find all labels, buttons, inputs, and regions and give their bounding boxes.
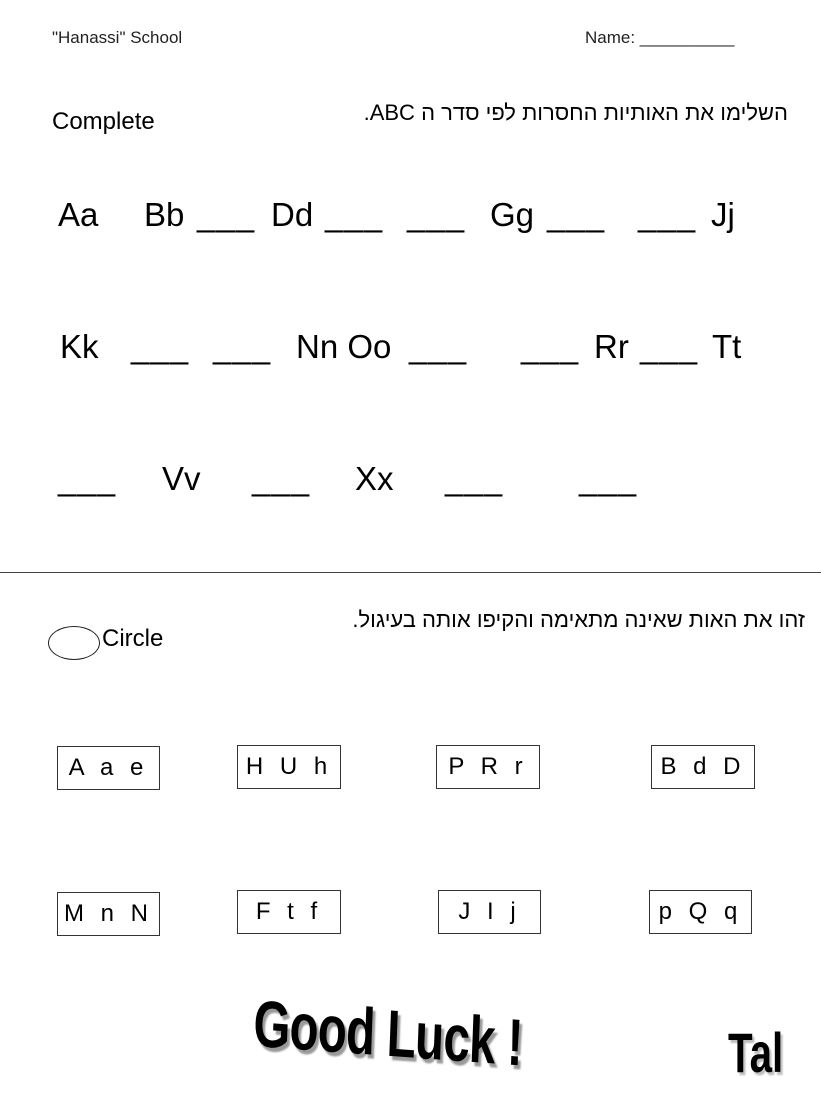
blank-line: ___	[409, 328, 468, 365]
blank-line: ___	[407, 196, 466, 233]
letter-cell: Vv	[162, 460, 201, 497]
good-luck-text: Good Luck !	[252, 985, 524, 1080]
signature-text: Tal	[728, 1021, 784, 1084]
letter-cell: Kk	[60, 328, 99, 365]
letter-cell: Tt	[712, 328, 742, 365]
letter-box: H U h	[237, 745, 341, 789]
blank-line: ___	[638, 196, 697, 233]
blank-line: ___	[197, 196, 256, 233]
blank-line: ___	[445, 460, 504, 497]
blank-line: ___	[252, 460, 311, 497]
letter-box: A a e	[57, 746, 160, 790]
name-field-label: Name: __________	[585, 28, 735, 47]
letter-cell: Nn Oo	[296, 328, 392, 365]
complete-label: Complete	[52, 108, 155, 135]
blank-line: ___	[131, 328, 190, 365]
blank-line: ___	[325, 196, 384, 233]
circle-example-oval	[48, 626, 100, 660]
letter-box: p Q q	[649, 890, 752, 934]
blank-line: ___	[213, 328, 272, 365]
blank-line: ___	[640, 328, 699, 365]
blank-line: ___	[58, 460, 117, 497]
letter-cell: Xx	[355, 460, 394, 497]
letter-box: P R r	[436, 745, 540, 789]
circle-label: Circle	[102, 625, 164, 652]
school-name: "Hanassi" School	[52, 28, 183, 47]
letter-box: M n N	[57, 892, 160, 936]
blank-line: ___	[547, 196, 606, 233]
letter-cell: Aa	[58, 196, 99, 233]
complete-instruction: השלימו את האותיות החסרות לפי סדר ה ABC.	[363, 100, 788, 125]
letter-cell: Gg	[490, 196, 535, 233]
letter-box: J I j	[438, 890, 541, 934]
letter-box: B d D	[651, 745, 755, 789]
letter-cell: Dd	[271, 196, 314, 233]
letter-cell: Jj	[711, 196, 735, 233]
letter-cell: Rr	[594, 328, 629, 365]
circle-instruction: זהו את האות שאינה מתאימה והקיפו אותה בעיגול.	[352, 607, 805, 632]
blank-line: ___	[521, 328, 580, 365]
letter-cell: Bb	[144, 196, 185, 233]
letter-box: F t f	[237, 890, 341, 934]
blank-line: ___	[579, 460, 638, 497]
section-divider	[0, 572, 821, 573]
